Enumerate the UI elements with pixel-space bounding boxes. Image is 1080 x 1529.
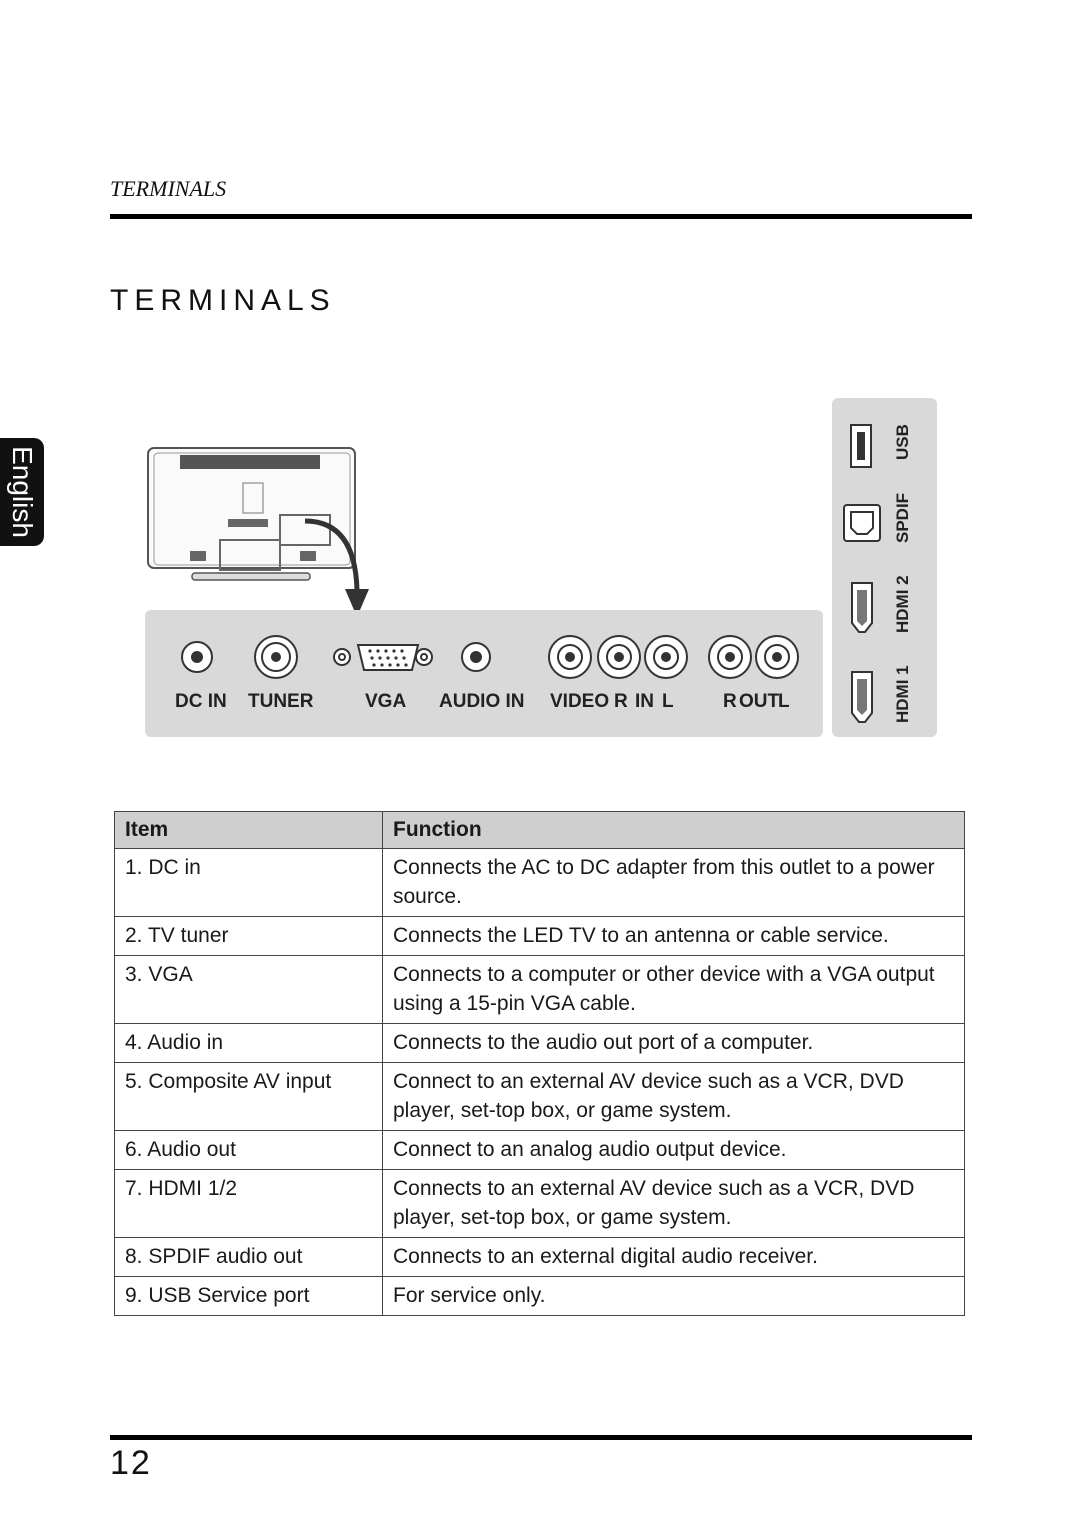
function-cell: Connect to an external AV device such as a VCR, DVD player, set-top box, or game system. [383,1063,965,1131]
label-hdmi-1: HDMI 1 [893,665,912,723]
item-cell: 2. TV tuner [115,917,383,956]
running-header-title: TERMINALS [110,176,227,201]
table-row [115,1277,965,1316]
label-in-r: R [614,691,628,712]
function-cell: Connects to an external digital audio receiver. [383,1238,965,1277]
label-video: VIDEO [550,691,610,712]
item-cell: 5. Composite AV input [115,1063,383,1131]
label-dc-in: DC IN [175,691,227,712]
side-panel [832,398,937,737]
label-out-l: L [778,691,790,712]
item-cell: 8. SPDIF audio out [115,1238,383,1277]
column-header-function: Function [383,812,965,849]
table-row [115,917,965,956]
label-hdmi-2: HDMI 2 [893,575,912,633]
table-row [115,956,965,1024]
footer-rule [110,1435,972,1440]
table-row [115,1238,965,1277]
label-audio-in: AUDIO IN [439,691,525,712]
function-cell: Connects the AC to DC adapter from this outlet to a power source. [383,849,965,917]
terminals-diagram [140,395,940,745]
item-cell: 9. USB Service port [115,1277,383,1316]
function-cell: Connects to a computer or other device with a VGA output using a 15-pin VGA cable. [383,956,965,1024]
item-cell: 6. Audio out [115,1131,383,1170]
page-number: 12 [110,1444,152,1482]
table-row [115,1063,965,1131]
label-out: OUT [739,691,780,712]
function-cell: Connect to an analog audio output device. [383,1131,965,1170]
terminals-function-table [114,811,965,1316]
table-row [115,849,965,917]
item-cell: 4. Audio in [115,1024,383,1063]
label-spdif: SPDIF [893,492,912,543]
table-header-row [115,812,965,849]
item-cell: 7. HDMI 1/2 [115,1170,383,1238]
section-title: TERMINALS [110,284,336,317]
label-usb: USB [893,424,912,460]
function-cell: Connects to an external AV device such as a VCR, DVD player, set-top box, or game system. [383,1170,965,1238]
table-row [115,1170,965,1238]
item-cell: 1. DC in [115,849,383,917]
column-header-item: Item [115,812,383,849]
function-cell: Connects the LED TV to an antenna or cable service. [383,917,965,956]
language-tab [0,438,44,546]
tv-back-illustration [148,448,369,617]
label-out-r: R [723,691,737,712]
item-cell: 3. VGA [115,956,383,1024]
label-in-l: L [662,691,674,712]
table-row [115,1131,965,1170]
label-tuner: TUNER [248,691,314,712]
header-rule [110,214,972,219]
label-vga: VGA [365,691,407,712]
label-in: IN [635,691,654,712]
function-cell: Connects to the audio out port of a computer. [383,1024,965,1063]
language-tab-label: English [7,446,38,538]
table-row [115,1024,965,1063]
function-cell: For service only. [383,1277,965,1316]
